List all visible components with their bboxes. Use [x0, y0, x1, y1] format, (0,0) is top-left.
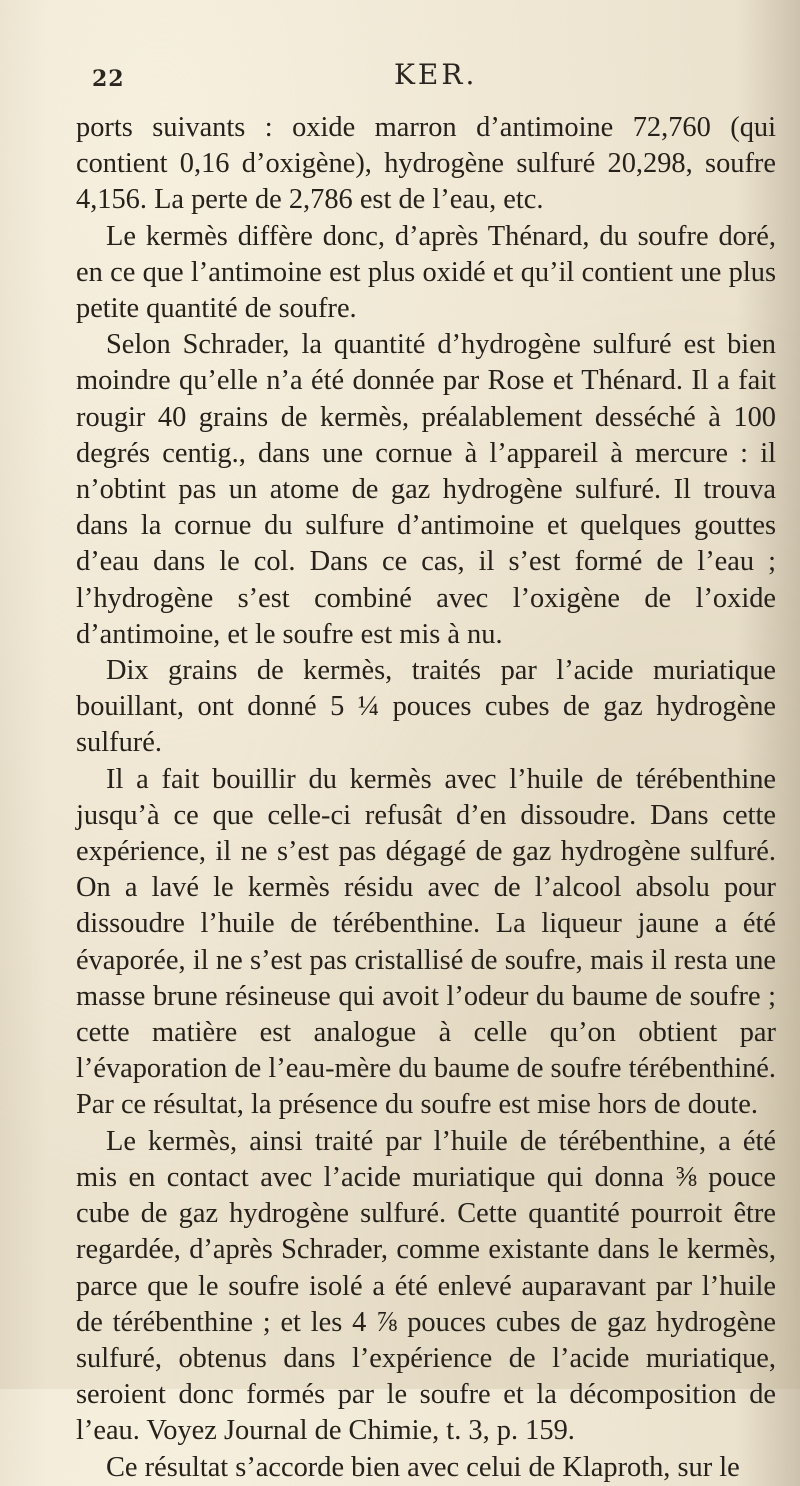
paragraph-terebenthine: Il a fait bouillir du kermès avec l’huile de térébenthine jusqu’à ce que celle-ci refusât d’en dissoudre. Dans cette expérience, il ne s’est pas dégagé de gaz hydrogène sulfuré. On a lavé le kermès résidu avec de l’alcool absolu pour dissoudre l’huile de térébenthine. La liqueur jaune a été évaporée, il ne s’est pas cristallisé de soufre, mais il resta une masse brune résineuse qui avoit l’odeur du baume de soufre ; cette matière est analogue à celle qu’on obtient par l’évaporation de l’eau-mère du baume de soufre térébenthiné. Par ce résultat, la présence du soufre est mise hors de doute. [76, 763, 776, 1121]
page-content [76, 58, 776, 1486]
paragraph-schrader: Selon Schrader, la quantité d’hydrogène sulfuré est bien moindre qu’elle n’a été donnée par Rose et Thénard. Il a fait rougir 40 grains de kermès, préalablement desséché à 100 degrés centig., dans une cornue à l’appareil à mercure : il n’obtint pas un atome de gaz hydrogène sulfuré. Il trouva dans la cornue du sulfure d’antimoine et quelques gouttes d’eau dans le col. Dans ce cas, il s’est formé de l’eau ; l’hydrogène s’est combiné avec l’oxigène de l’oxide d’antimoine, et le soufre est mis à nu. [76, 329, 776, 650]
paragraph-continuation: ports suivants : oxide marron d’antimoine 72,760 (qui contient 0,16 d’oxigène), hydrogène sulfuré 20,298, soufre 4,156. La perte de 2,786 est de l’eau, etc. [76, 112, 776, 216]
page-number: 22 [92, 66, 125, 92]
paragraph-kermes-traite: Le kermès, ainsi traité par l’huile de térébenthine, a été mis en contact avec l’acide muriatique qui donna ⅜ pouce cube de gaz hydrogène sulfuré. Cette quantité pourroit être regardée, d’après Schrader, comme existante dans le kermès, parce que le soufre isolé a été enlevé auparavant par l’huile de térébenthine ; et les 4 ⅞ pouces cubes de gaz hydrogène sulfuré, obtenus dans l’expérience de l’acide muriatique, seroient donc formés par le soufre et la décomposition de l’eau. Voyez Journal de Chimie, t. 3, p. 159. [76, 1125, 776, 1447]
paragraph-kermes-comparison: Le kermès diffère donc, d’après Thénard, du soufre doré, en ce que l’antimoine est plus oxidé et qu’il contient une plus petite quantité de soufre. [76, 220, 776, 325]
body-text [76, 110, 776, 1486]
running-title: KER. [394, 58, 478, 91]
paragraph-dix-grains: Dix grains de kermès, traités par l’acide muriatique bouillant, ont donné 5 ¼ pouces cubes de gaz hydrogène sulfuré. [76, 655, 776, 759]
paragraph-klaproth: Ce résultat s’accorde bien avec celui de Klaproth, sur le [106, 1451, 740, 1483]
running-head [76, 58, 776, 92]
